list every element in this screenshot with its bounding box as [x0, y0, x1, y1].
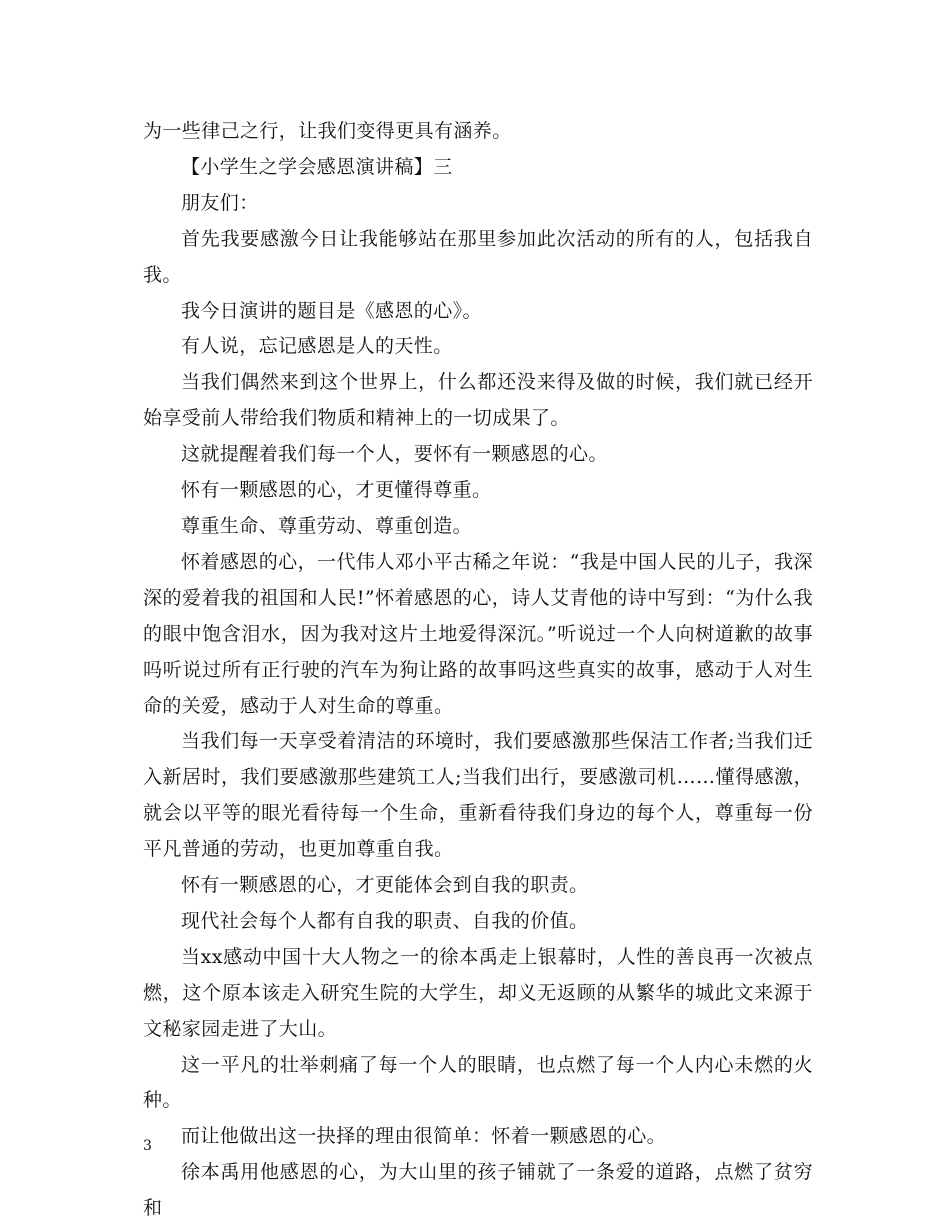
paragraph: 我今日演讲的题目是《感恩的心》。 [181, 299, 482, 322]
paragraph: 当我们偶然来到这个世界上，什么都还没来得及做的时候，我们就已经开始享受前人带给我们物质和精神上的一切成果了。 [143, 371, 813, 430]
body-text [143, 114, 813, 1227]
paragraph: 怀有一颗感恩的心，才更能体会到自我的职责。 [181, 874, 589, 897]
paragraph: 尊重生命、尊重劳动、尊重创造。 [181, 514, 473, 537]
paragraph: 徐本禹用他感恩的心，为大山里的孩子铺就了一条爱的道路，点燃了贫穷和 [143, 1161, 813, 1220]
paragraph: 现代社会每个人都有自我的职责、自我的价值。 [181, 909, 589, 932]
paragraph: 当xx感动中国十大人物之一的徐本禹走上银幕时，人性的善良再一次被点燃，这个原本该走入研究生院的大学生，却义无返顾的从繁华的城此文来源于文秘家园走进了大山。 [143, 945, 813, 1040]
paragraph: 这一平凡的壮举刺痛了每一个人的眼睛，也点燃了每一个人内心未燃的火种。 [143, 1053, 813, 1112]
paragraph-continuation: 为一些律己之行，让我们变得更具有涵养。 [143, 120, 512, 142]
salutation: 朋友们： [181, 191, 259, 214]
paragraph: 首先我要感激今日让我能够站在那里参加此次活动的所有的人，包括我自我。 [143, 227, 813, 286]
paragraph: 这就提醒着我们每一个人，要怀有一颗感恩的心。 [181, 443, 608, 466]
paragraph: 有人说，忘记感恩是人的天性。 [181, 335, 453, 358]
page-number: 3 [143, 1138, 152, 1154]
paragraph: 而让他做出这一抉择的理由很简单：怀着一颗感恩的心。 [181, 1125, 667, 1148]
paragraph: 怀有一颗感恩的心，才更懂得尊重。 [181, 479, 492, 502]
paragraph: 当我们每一天享受着清洁的环境时，我们要感激那些保洁工作者;当我们迁入新居时，我们要感激那些建筑工人;当我们出行，要感激司机……懂得感激，就会以平等的眼光看待每一个生命，重新看待我们身边的每个人，尊重每一份平凡普通的劳动，也更加尊重自我。 [143, 730, 813, 861]
section-heading: 【小学生之学会感恩演讲稿】三 [181, 155, 453, 178]
paragraph: 怀着感恩的心，一代伟人邓小平古稀之年说：“我是中国人民的儿子，我深深的爱着我的祖国和人民!”怀着感恩的心，诗人艾青他的诗中写到：“为什么我的眼中饱含泪水，因为我对这片土地爱得深沉。”听说过一个人向树道歉的故事吗听说过所有正行驶的汽车为狗让路的故事吗这些真实的故事，感动于人对生命的关爱，感动于人对生命的尊重。 [143, 550, 813, 717]
